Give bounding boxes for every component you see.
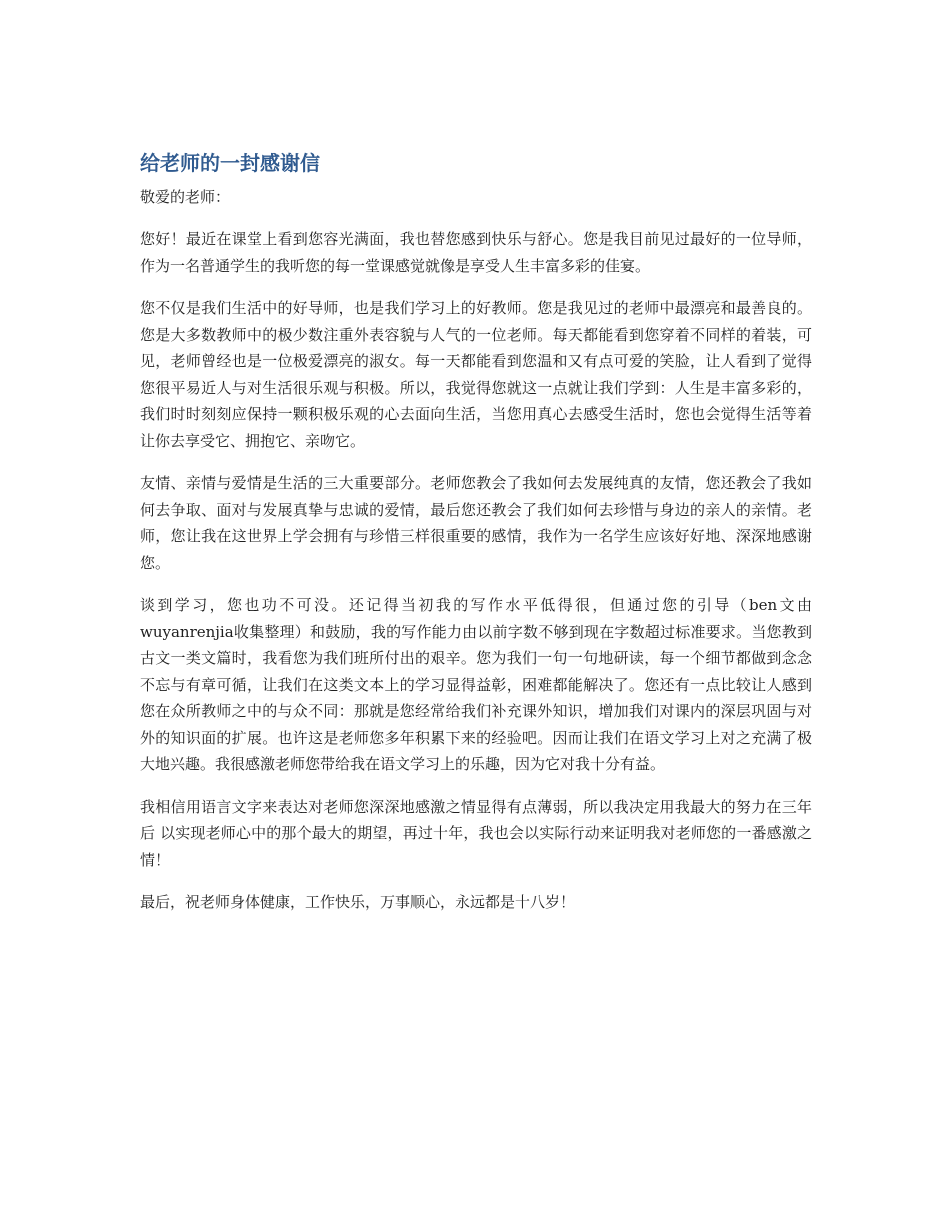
- letter-title: 给老师的一封感谢信: [140, 151, 320, 175]
- letter-greeting: 敬爱的老师：: [140, 188, 231, 206]
- paragraph-greeting-opening: 您好！最近在课堂上看到您容光满面，我也替您感到快乐与舒心。您是我目前见过最好的一位导师，作为一名普通学生的我听您的每一堂课感觉就像是享受人生丰富多彩的佳宴。: [140, 230, 812, 275]
- paragraph-study: 谈到学习，您也功不可没。还记得当初我的写作水平低得很，但通过您的引导（ben文由wuyanrenjia收集整理）和鼓励，我的写作能力由以前字数不够到现在字数超过标准要求。当您教到古文一类文篇时，我看您为我们班所付出的艰辛。您为我们一句一句地研读，每一个细节都做到念念不忘与有章可循，让我们在这类文本上的学习显得益彰，困难都能解决了。您还有一点比较让人感到您在众所教师之中的与众不同：那就是您经常给我们补充课外知识，增加我们对课内的深层巩固与对外的知识面的扩展。也许这是老师您多年积累下来的经验吧。因而让我们在语文学习上对之充满了极大地兴趣。我很感激老师您带给我在语文学习上的乐趣，因为它对我十分有益。: [140, 596, 812, 773]
- paragraph-closing-wishes: 最后，祝老师身体健康，工作快乐，万事顺心，永远都是十八岁！: [140, 893, 576, 911]
- paragraph-three-feelings: 友情、亲情与爱情是生活的三大重要部分。老师您教会了我如何去发展纯真的友情，您还教会了我如何去争取、面对与发展真挚与忠诚的爱情，最后您还教会了我们如何去珍惜与身边的亲人的亲情。老师，您让我在这世界上学会拥有与珍惜三样很重要的感情，我作为一名学生应该好好地、深深地感谢您。: [140, 474, 812, 572]
- paragraph-promise: 我相信用语言文字来表达对老师您深深地感激之情显得有点薄弱，所以我决定用我最大的努力在三年后 以实现老师心中的那个最大的期望，再过十年，我也会以实际行动来证明我对老师您的一番感激之情！: [140, 797, 812, 869]
- letter-page: [140, 148, 812, 932]
- paragraph-life-mentor: 您不仅是我们生活中的好导师，也是我们学习上的好教师。您是我见过的老师中最漂亮和最善良的。您是大多数教师中的极少数注重外表容貌与人气的一位老师。每天都能看到您穿着不同样的着装，可见，老师曾经也是一位极爱漂亮的淑女。每一天都能看到您温和又有点可爱的笑脸，让人看到了觉得您很平易近人与对生活很乐观与积极。所以，我觉得您就这一点就让我们学到：人生是丰富多彩的，我们时时刻刻应保持一颗积极乐观的心去面向生活，当您用真心去感受生活时，您也会觉得生活等着让你去享受它、拥抱它、亲吻它。: [140, 299, 812, 450]
